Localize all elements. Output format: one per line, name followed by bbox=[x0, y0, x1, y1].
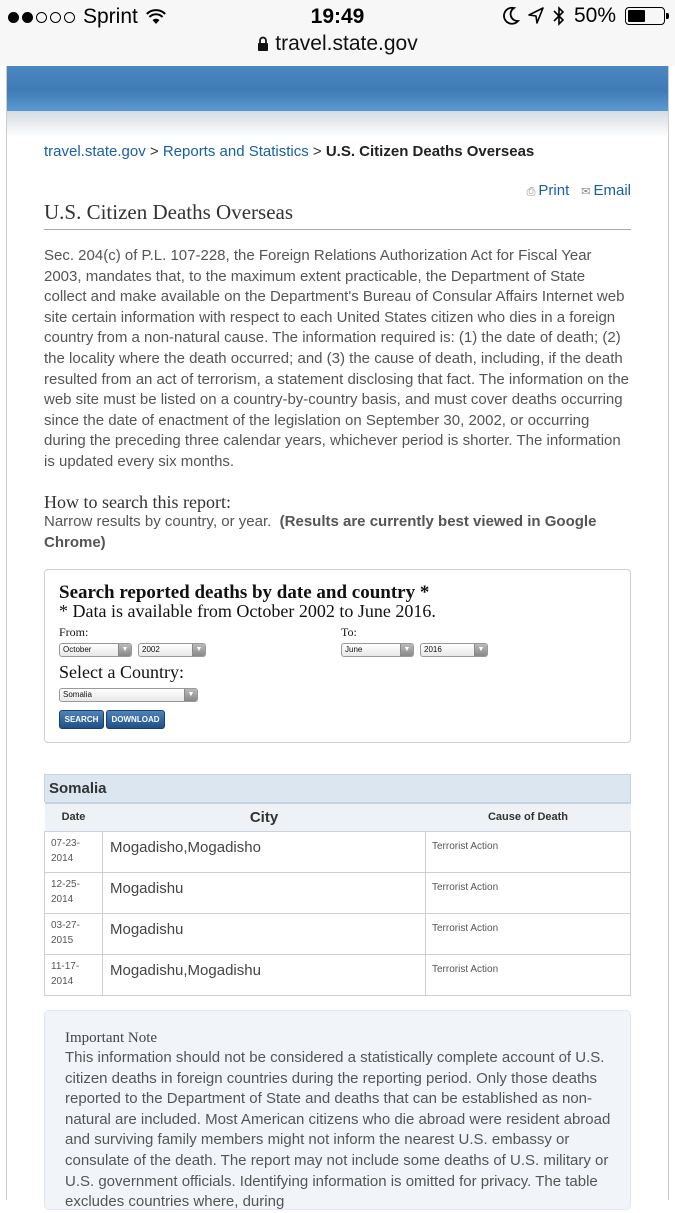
row-date: 12-25-2014 bbox=[45, 872, 103, 913]
lock-icon bbox=[257, 36, 269, 52]
country-value: Somalia bbox=[63, 690, 92, 699]
how-to-search-text bbox=[44, 512, 631, 553]
results-section bbox=[44, 774, 631, 996]
breadcrumb-separator: > bbox=[312, 143, 322, 160]
table-row bbox=[45, 831, 631, 872]
results-table bbox=[44, 802, 631, 996]
status-bar bbox=[0, 0, 675, 32]
from-month-value: October bbox=[63, 645, 92, 654]
table-row bbox=[45, 954, 631, 995]
to-month-select[interactable] bbox=[341, 643, 414, 657]
browser-note: (Results are currently best viewed in Google Chrome) bbox=[44, 513, 597, 551]
column-header-cause: Cause of Death bbox=[426, 803, 631, 831]
status-icons bbox=[503, 4, 665, 28]
location-icon bbox=[528, 7, 544, 25]
site-header-band bbox=[6, 66, 669, 111]
intro-paragraph: Sec. 204(c) of P.L. 107-228, the Foreign Relations Authorization Act for Fiscal Year 2003, mandates that, to the maximum extent practicable, the Department of State collect and make available on the Department's Bureau of Consular Affairs Internet web site certain information with respect to each United States citizen who dies in a foreign country from a non-natural cause. The information required is: (1) the date of death; (2) the locality where the death occurred; and (3) the cause of death, including, if the death resulted from an act of terrorism, a statement disclosing that fact. The information on the web site must be listed on a country-by-country basis, and must cover deaths occurring since the date of enactment of the legislation on September 30, 2002, or occurring during the preceding three calendar years, whichever period is shorter. The information is updated every six months. bbox=[44, 247, 629, 470]
chevron-down-icon: ▼ bbox=[192, 644, 205, 656]
table-header-row bbox=[45, 803, 631, 831]
row-cause: Terrorist Action bbox=[426, 954, 631, 995]
page-frame-right bbox=[668, 66, 669, 1200]
how-to-search-heading: How to search this report: bbox=[44, 492, 231, 512]
from-year-select[interactable] bbox=[138, 643, 206, 657]
row-cause: Terrorist Action bbox=[426, 913, 631, 954]
column-header-date: Date bbox=[45, 803, 103, 831]
breadcrumb-separator: > bbox=[149, 143, 159, 160]
search-subheading: * Data is available from October 2002 to June 2016. bbox=[59, 601, 436, 621]
country-label: Select a Country: bbox=[59, 662, 184, 682]
email-icon: ✉ bbox=[581, 186, 591, 198]
chevron-down-icon: ▼ bbox=[400, 644, 413, 656]
row-city: Mogadisho,Mogadisho bbox=[103, 831, 426, 872]
breadcrumb-current: U.S. Citizen Deaths Overseas bbox=[325, 143, 535, 160]
from-year-value: 2002 bbox=[142, 645, 160, 654]
address-bar[interactable] bbox=[0, 32, 675, 66]
battery-percent: 50% bbox=[573, 4, 616, 27]
bluetooth-icon bbox=[553, 6, 565, 26]
breadcrumb bbox=[44, 143, 534, 160]
row-cause: Terrorist Action bbox=[426, 831, 631, 872]
breadcrumb-home-link[interactable]: travel.state.gov bbox=[44, 143, 146, 160]
search-heading: Search reported deaths by date and country * bbox=[59, 582, 430, 603]
page-frame-left bbox=[6, 66, 7, 1200]
page-tools bbox=[527, 182, 631, 199]
row-date: 11-17-2014 bbox=[45, 954, 103, 995]
print-icon: ⎙ bbox=[526, 186, 536, 198]
row-city: Mogadishu bbox=[103, 872, 426, 913]
search-form bbox=[44, 569, 631, 743]
column-header-city: City bbox=[103, 803, 426, 831]
from-month-select[interactable] bbox=[59, 643, 132, 657]
important-note bbox=[44, 1010, 631, 1210]
to-year-value: 2016 bbox=[424, 645, 442, 654]
row-city: Mogadishu,Mogadishu bbox=[103, 954, 426, 995]
row-city: Mogadishu bbox=[103, 913, 426, 954]
to-year-select[interactable] bbox=[420, 643, 488, 657]
results-country-heading: Somalia bbox=[44, 774, 631, 802]
row-date: 03-27-2015 bbox=[45, 913, 103, 954]
to-label: To: bbox=[341, 625, 357, 639]
table-row bbox=[45, 872, 631, 913]
row-cause: Terrorist Action bbox=[426, 872, 631, 913]
chevron-down-icon: ▼ bbox=[184, 689, 197, 701]
download-button[interactable]: DOWNLOAD bbox=[106, 710, 165, 729]
url-text: travel.state.gov bbox=[275, 32, 418, 55]
search-button[interactable]: SEARCH bbox=[59, 710, 104, 729]
from-label: From: bbox=[59, 625, 89, 639]
note-title: Important Note bbox=[65, 1030, 158, 1046]
battery-icon bbox=[625, 7, 665, 25]
chevron-down-icon: ▼ bbox=[118, 644, 131, 656]
carrier-name: Sprint bbox=[83, 5, 138, 28]
breadcrumb-section-link[interactable]: Reports and Statistics bbox=[162, 143, 309, 160]
header-shadow bbox=[6, 111, 669, 137]
how-to-search-instructions: Narrow results by country, or year. bbox=[44, 513, 272, 530]
row-date: 07-23-2014 bbox=[45, 831, 103, 872]
chevron-down-icon: ▼ bbox=[474, 644, 487, 656]
to-month-value: June bbox=[345, 645, 363, 654]
page-title: U.S. Citizen Deaths Overseas bbox=[44, 200, 631, 230]
clock: 19:49 bbox=[310, 5, 365, 28]
email-link[interactable]: Email bbox=[593, 182, 631, 199]
print-link[interactable]: Print bbox=[538, 182, 570, 199]
note-text: This information should not be considered a statistically complete account of U.S. citizen deaths in foreign countries during the reporting period. Only those deaths reported to the Department of State and deaths that can be established as non-natural are included. Most American citizens who die abroad were resident abroad and surviving family members might not inform the nearest U.S. embassy or consulate of the death. The report may not include some deaths of U.S. military or U.S. government officials. Identifying information is omitted for privacy. The table excludes countries where, during bbox=[65, 1049, 611, 1211]
country-select[interactable] bbox=[59, 688, 198, 702]
battery-level bbox=[628, 10, 645, 22]
table-row bbox=[45, 913, 631, 954]
moon-icon bbox=[503, 7, 519, 25]
